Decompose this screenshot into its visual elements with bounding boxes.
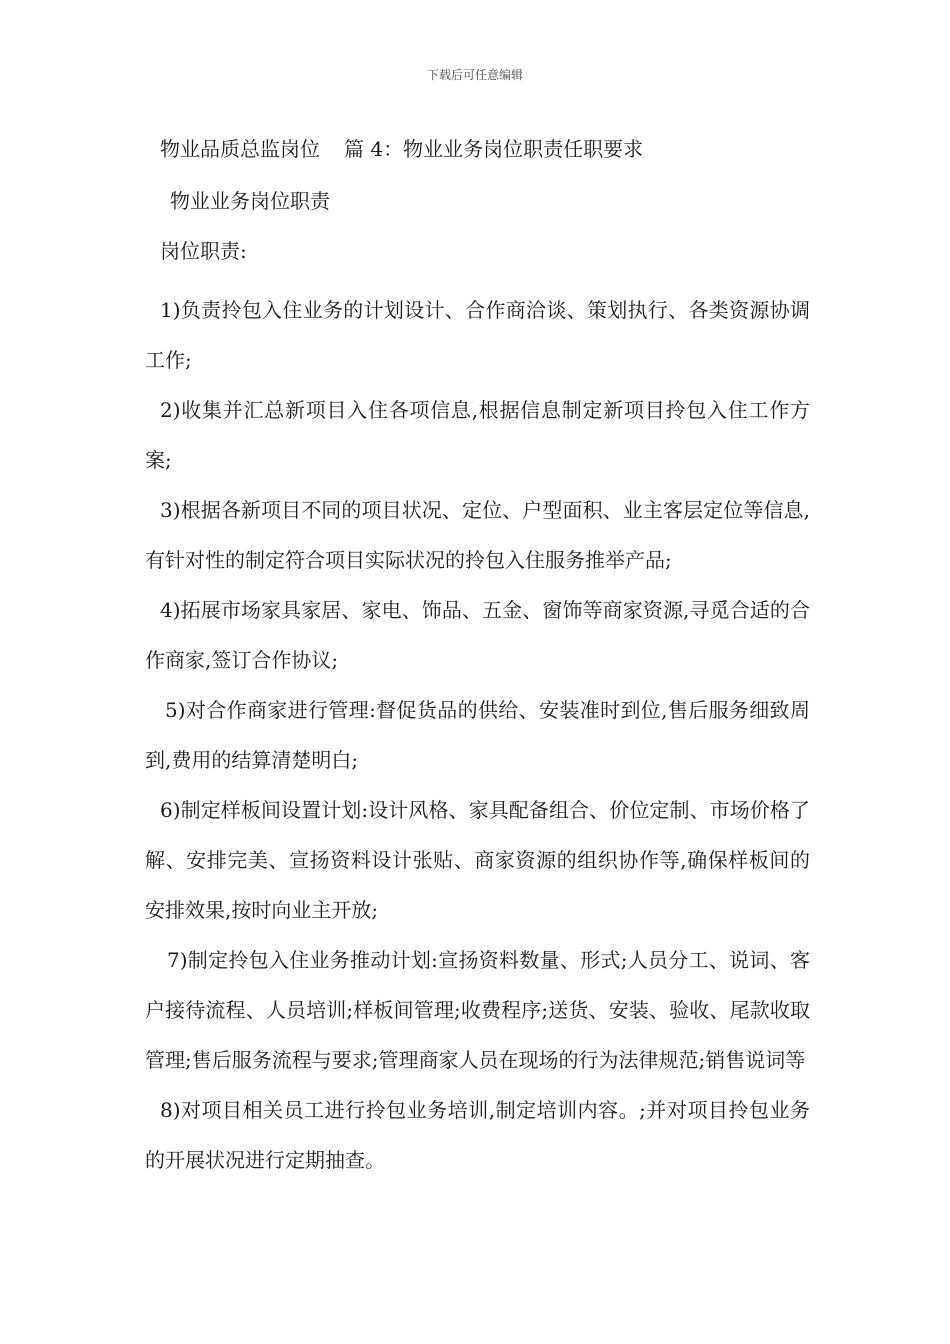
title-left: 物业品质总监岗位 <box>160 137 320 161</box>
duty-item-1: 1)负责拎包入住业务的计划设计、合作商洽谈、策划执行、各类资源协调工作; <box>145 298 810 372</box>
duty-item-4: 4)拓展市场家具家居、家电、饰品、五金、窗饰等商家资源,寻觅合适的合作商家,签订合作协议; <box>145 598 810 672</box>
duties-label: 岗位职责: <box>160 239 247 263</box>
duty-item-7: 7)制定拎包入住业务推动计划:宣扬资料数量、形式;人员分工、说词、客户接待流程、人员培训;样板间管理;收费程序;送货、安装、验收、尾款收取管理;售后服务流程与要求;管理商家人员在现场的行为法律规范;销售说词等 <box>145 948 810 1072</box>
duty-item-3: 3)根据各新项目不同的项目状况、定位、户型面积、业主客层定位等信息,有针对性的制定符合项目实际状况的拎包入住服务推举产品; <box>145 498 810 572</box>
section-heading: 物业业务岗位职责 <box>170 189 330 213</box>
duty-item-8: 8)对项目相关员工进行拎包业务培训,制定培训内容。;并对项目拎包业务的开展状况进行定期抽查。 <box>145 1098 810 1172</box>
duty-item-2: 2)收集并汇总新项目入住各项信息,根据信息制定新项目拎包入住工作方案; <box>145 398 810 472</box>
duty-item-5: 5)对合作商家进行管理:督促货品的供给、安装准时到位,售后服务细致周到,费用的结算清楚明白; <box>145 698 810 772</box>
duty-item-6: 6)制定样板间设置计划:设计风格、家具配备组合、价位定制、市场价格了解、安排完美、宣扬资料设计张贴、商家资源的组织协作等,确保样板间的安排效果,按时向业主开放; <box>145 798 810 922</box>
page-title <box>160 133 643 162</box>
title-right: 篇 4：物业业务岗位职责任职要求 <box>344 137 644 161</box>
duties-list <box>145 285 810 1185</box>
header-note: 下载后可任意编辑 <box>426 68 523 82</box>
